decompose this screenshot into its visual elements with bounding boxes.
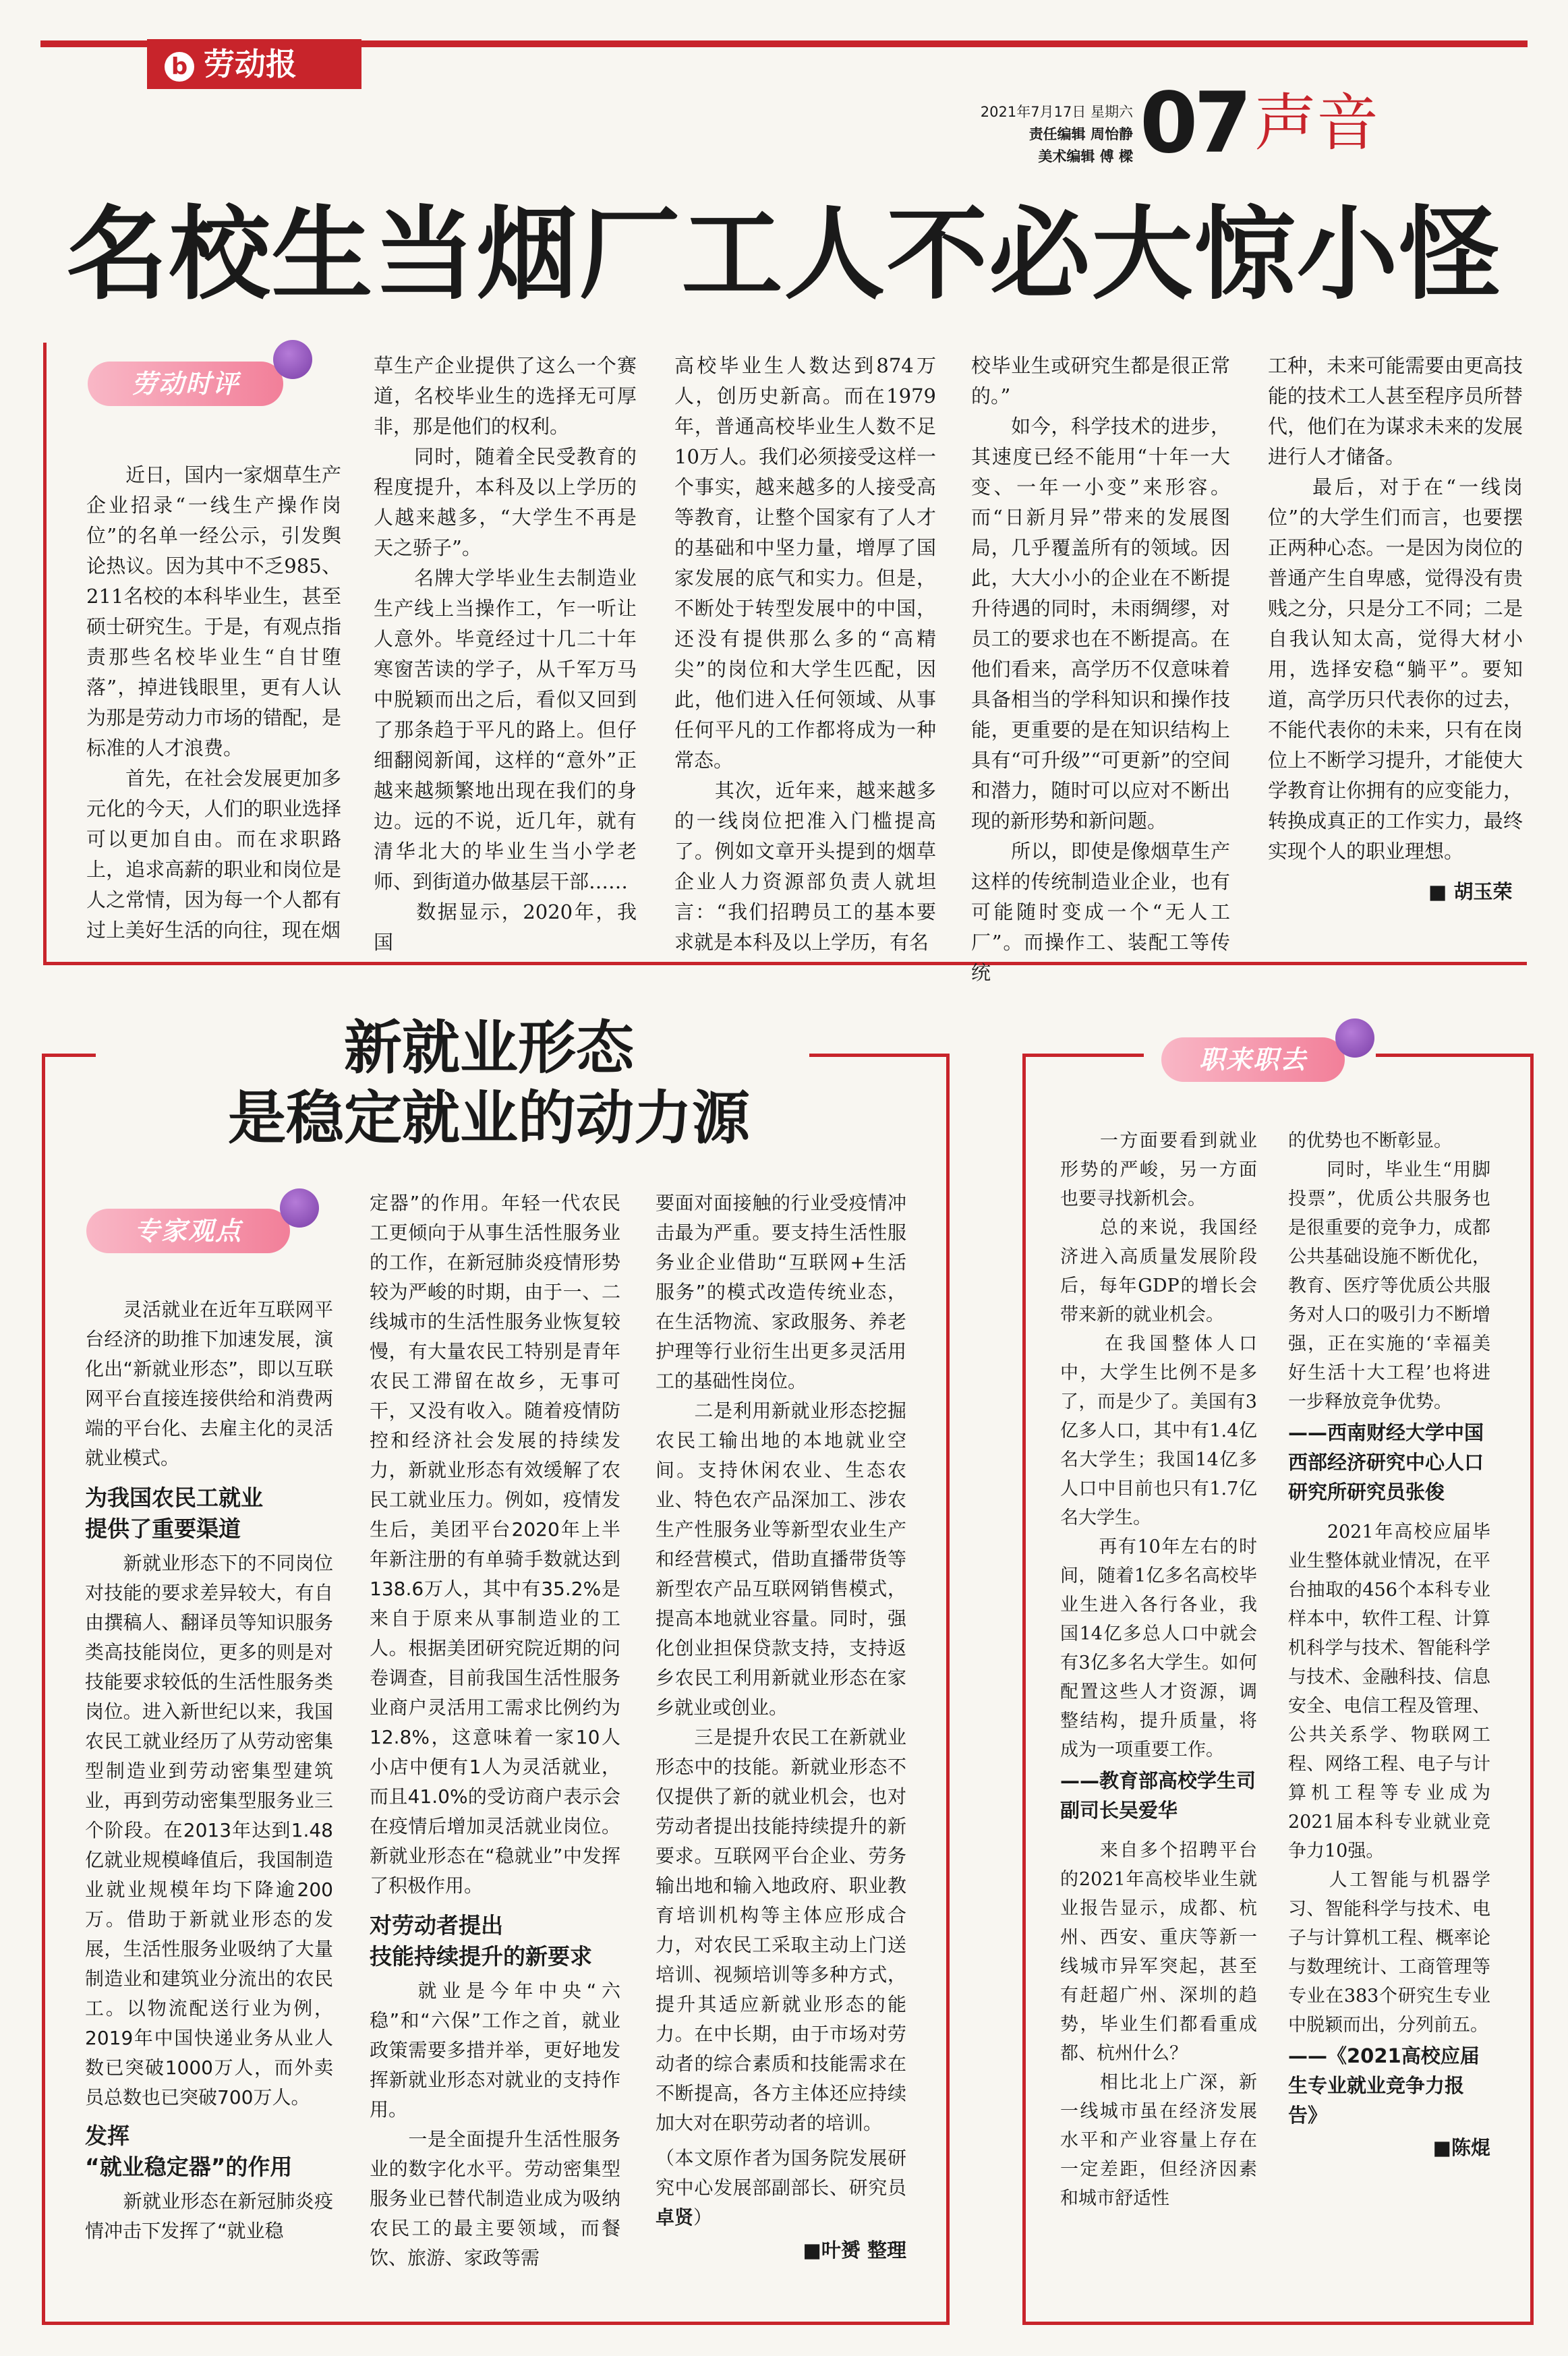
article2-source-note: （本文原作者为国务院发展研究中心发展部副部长、研究员 卓贤） [656,2147,906,2229]
article2-column-1-paragraph-1: 新就业形态下的不同岗位对技能的要求差异较大，有自由撰稿人、翻译员等知识服务类高技能岗位，更多的则是对技能要求较低的生活性服务类岗位。进入新世纪以来，我国农民工就业经历了从劳动密集型制造业到劳动密集型建筑业，再到劳动密集型服务业三个阶段。在2013年达到1.48亿就业规模峰值后，我国制造业就业规模年均下降逾200万。借助于新就业形态的发展，生活性服务业吸纳了大量制造业和建筑业分流出的农民工。以物流配送行业为例，2019年中国快递业务从业人数已突破1000万人，而外卖员总数也已突破700万人。 [85,1552,333,2108]
article2-column-1 [85,1295,333,2287]
article2-frame-top-left [42,1054,96,1057]
microphone-icon [1335,1018,1374,1058]
article2-headline [155,1013,823,1153]
article2-intro: 灵活就业在近年互联网平台经济的助推下加速发展，演化出“新就业形态”，即以互联网平台直接连接供给和消费两端的平台化、去雇主化的灵活就业模式。 [85,1298,333,1469]
article2-column-3 [656,1188,906,2288]
tag-expert-view: 专家观点 [86,1209,290,1253]
logo-text: 劳动报 [204,46,297,82]
microphone-icon [280,1188,319,1228]
tag-job-market: 职来职去 [1161,1037,1345,1082]
article2-subhead-3: 对劳动者提出 技能持续提升的新要求 [370,1912,592,1970]
article3-frame-top-right [1376,1054,1530,1057]
article2-column-2-paragraph-1: 定器”的作用。年轻一代农民工更倾向于从事生活性服务业的工作，在新冠肺炎疫情形势较为严峻的时期，由于一、二线城市的生活性服务业恢复较慢，有大量农民工特别是青年农民工滞留在故乡，无事可干，又没有收入。随着疫情防控和经济社会发展的持续发力，新就业形态有效缓解了农民工就业压力。例如，疫情发生后，美团平台2020年上半年新注册的有单骑手数就达到138.6万人，其中有35.2%是来自于原来从事制造业的工人。根据美团研究院近期的问卷调查，目前我国生活性服务业商户灵活用工需求比例约为12.8%，这意味着一家10人小店中便有1人为灵活就业，而且41.0%的受访商户表示会在疫情后增加灵活就业岗位。新就业形态在“稳就业”中发挥了积极作用。 [370,1192,620,1897]
article2-source-author: 卓贤 [656,2206,694,2229]
article3-source-2: ——西南财经大学中国西部经济研究中心人口研究所研究员张俊 [1288,1421,1484,1503]
article3-source-1: ——教育部高校学生司副司长吴爱华 [1060,1769,1256,1822]
section-name: 声音 [1254,87,1379,159]
article2-byline: ■叶赟 整理 [803,2239,906,2262]
issue-art-editor: 美术编辑 傅 樑 [1038,148,1133,165]
article1-column-1: 近日，国内一家烟草生产企业招录“一线生产操作岗位”的名单一经公示，引发舆论热议。因为其中不乏985、211名校的本科毕业生，甚至硕士研究生。于是，有观点指责那些名校毕业生“自甘堕落”，掉进钱眼里，更有人认为那是劳动力市场的错配，是标准的人才浪费。 首先，在社会发展更加多元化的今天，人们的职业选择可以更加自由。而在求职路上，追求高薪的职业和岗位是人之常情，因为每一个人都有过上美好生活的向往，现在烟 [86,463,341,942]
masthead-logo [147,39,361,89]
article1-column-4: 校毕业生或研究生都是很正常的。” 如今，科学技术的进步，其速度已经不能用“十年一大变、一年一小变”来形容。而“日新月异”带来的发展图局，几乎覆盖所有的领域。因此，大大小小的企业在不断提升待遇的同时，未雨绸缪，对员工的要求也在不断提高。在他们看来，高学历不仅意味着具备相当的学科知识和操作技能，更重要的是在知识结构上具有“可升级”“可更新”的空间和潜力，随时可以应对不断出现的新形势和新问题。 所以，即使是像烟草生产这样的传统制造业企业，也有可能随时变成一个“无人工厂”。而操作工、装配工等传统 [971,354,1230,984]
article3-column-2-paragraph-1: 的优势也不断彰显。 同时，毕业生“用脚投票”，优质公共服务也是很重要的竞争力，成都公共基础设施不断优化，教育、医疗等优质公共服务对人口的吸引力不断增强，正在实施的‘幸福美好生活十大工程’也将进一步释放竞争优势。 [1288,1130,1490,1412]
article1-frame-bottom [43,962,1527,965]
article2-column-3-paragraph-1: 要面对面接触的行业受疫情冲击最为严重。要支持生活性服务业企业借助“互联网+生活服务”的模式改造传统业态，在生活物流、家政服务、养老护理等行业衍生出更多灵活用工的基础性岗位。 二是利用新就业形态挖掘农民工输出地的本地就业空间。支持休闲农业、生态农业、特色农产品深加工、涉农生产性服务业等新型农业生产和经营模式，借助直播带货等新型农产品互联网销售模式，提高本地就业容量。同时，强化创业担保贷款支持，支持返乡农民工利用新就业形态在家乡就业或创业。 三是提升农民工在新就业形态中的技能。新就业形态不仅提供了新的就业机会，也对劳动者提出技能持续提升的新要求。互联网平台企业、劳务输出地和输入地政府、职业教育培训机构等主体应形成合力，对农民工采取主动上门送培训、视频培训等多种方式，提升其适应新就业形态的能力。在中长期，由于市场对劳动者的综合素质和技能需求在不断提高，各方主体还应持续加大对在职劳动者的培训。 [656,1192,906,2134]
tag-labor-commentary: 劳动时评 [88,362,283,406]
article2-headline-line1: 新就业形态 [344,1014,634,1082]
article1-column-2: 草生产企业提供了这么一个赛道，名校毕业生的选择无可厚非，那是他们的权利。 同时，随着全民受教育的程度提升，本科及以上学历的人越来越多，“大学生不再是天之骄子”。 名牌大学毕业生去制造业生产线上当操作工，乍一听让人意外。毕竟经过十几二十年寒窗苦读的学子，从千军万马中脱颖而出之后，看似又回到了那条趋于平凡的路上。但仔细翻阅新闻，这样的“意外”正越来越频繁地出现在我们的身边。远的不说，近几年，就有清华北大的毕业生当小学老师、到街道办做基层干部…… 数据显示，2020年，我国 [374,354,637,954]
article2-frame-top-right [809,1054,946,1057]
issue-info [931,101,1133,168]
logo-icon: b [165,52,194,82]
page-number: 07 [1140,75,1248,172]
article1-column-3: 高校毕业生人数达到874万人，创历史新高。而在1979年，普通高校毕业生人数不足10万人。我们必须接受这样一个事实，越来越多的人接受高等教育，让整个国家有了人才的基础和中坚力量，增厚了国家发展的底气和实力。但是，不断处于转型发展中的中国，还没有提供那么多的“高精尖”的岗位和大学生匹配，因此，他们进入任何领域、从事任何平凡的工作都将成为一种常态。 其次，近年来，越来越多的一线岗位把准入门槛提高了。例如文章开头提到的烟草企业人力资源部负责人就坦言：“我们招聘员工的基本要求就是本科及以上学历，有名 [674,354,936,954]
article3-column-2-paragraph-2: 2021年高校应届毕业生整体就业情况，在平台抽取的456个本科专业样本中，软件工程、计算机科学与技术、智能科学与技术、金融科技、信息安全、电信工程及管理、公共关系学、物联网工程、网络工程、电子与计算机工程等专业成为2021届本科专业就业竞争力10强。 人工智能与机器学习、智能科学与技术、电子与计算机工程、概率论与数理统计、工商管理等专业在383个研究生专业中脱颖而出，分列前五。 [1288,1522,1490,2036]
article2-subhead-2: 发挥 “就业稳定器”的作用 [85,2123,293,2180]
article2-column-2-paragraph-2: 就业是今年中央“六稳”和“六保”工作之首，就业政策需要多措并举，更好地发挥新就业形态对就业的支持作用。 一是全面提升生活性服务业的数字化水平。劳动密集型服务业已替代制造业成为吸纳农民工的最主要领域，而餐饮、旅游、家政等需 [370,1980,620,2269]
article3-frame-top-left [1022,1054,1144,1057]
article1-byline: ■ 胡玉荣 [1423,877,1513,907]
article3-column-2 [1288,1126,1490,2291]
article3-column-1 [1060,1126,1257,2291]
article3-source-3: ——《2021高校应届生专业就业竞争力报告》 [1288,2044,1480,2127]
article2-subhead-1: 为我国农民工就业 提供了重要渠道 [85,1485,263,1542]
article2-column-2 [370,1188,620,2288]
microphone-icon [273,340,312,379]
article2-column-1-paragraph-2: 新就业形态在新冠肺炎疫情冲击下发挥了“就业稳 [85,2190,333,2242]
article1-headline: 名校生当烟厂工人不必大惊小怪 [66,195,1502,314]
article1-column-5: 工种，未来可能需要由更高技能的技术工人甚至程序员所替代，他们在为谋求未来的发展进行人才储备。 最后，对于在“一线岗位”的大学生们而言，也要摆正两种心态。一是因为岗位的普通产生自卑感，觉得没有贵贱之分，只是分工不同；二是自我认知太高，觉得大材小用，选择安稳“躺平”。要知道，高学历只代表你的过去，不能代表你的未来，只有在岗位上不断学习提升，才能使大学教育让你拥有的应变能力，转换成真正的工作实力，最终实现个人的职业理想。 [1268,354,1523,863]
article3-column-1-paragraph-1: 一方面要看到就业形势的严峻，另一方面也要寻找新机会。 总的来说，我国经济进入高质量发展阶段后，每年GDP的增长会带来新的就业机会。 在我国整体人口中，大学生比例不是多了，而是少了。美国有3亿多人口，其中有1.4亿名大学生；我国14亿多人口中目前也只有1.7亿名大学生。 再有10年左右的时间，随着1亿多名高校毕业生进入各行各业，我国14亿多总人口中就会有3亿多名大学生。如何配置这些人才资源，调整结构，提升质量，将成为一项重要工作。 [1060,1130,1257,1760]
issue-date: 2021年7月17日 星期六 [980,104,1133,120]
issue-editor: 责任编辑 周怡静 [1028,126,1133,142]
article1-frame-left [43,343,47,965]
article2-headline-line2: 是稳定就业的动力源 [228,1084,750,1152]
article3-byline: ■陈焜 [1432,2136,1490,2159]
article3-column-1-paragraph-2: 来自多个招聘平台的2021年高校毕业生就业报告显示，成都、杭州、西安、重庆等新一线城市异军突起，甚至有赶超广州、深圳的趋势，毕业生们都看重成都、杭州什么？ 相比北上广深，新一线城市虽在经济发展水平和产业容量上存在一定差距，但经济因素和城市舒适性 [1060,1840,1257,2209]
